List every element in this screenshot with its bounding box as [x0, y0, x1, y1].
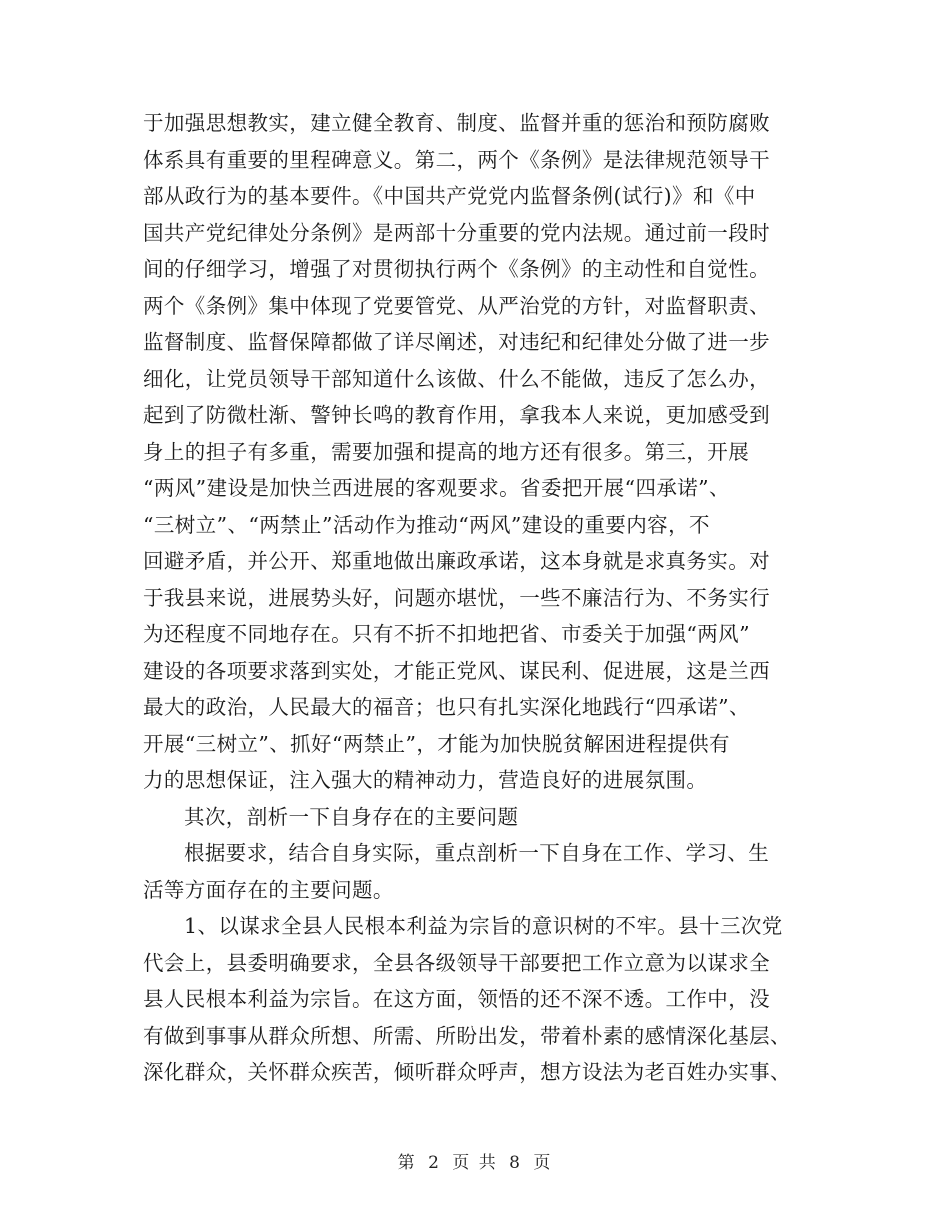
total-page-count: 8 — [509, 1153, 522, 1173]
text-line: 起到了防微杜渐、警钟长鸣的教育作用，拿我本人来说，更加感受到 — [143, 403, 770, 427]
text-line: 间的仔细学习，增强了对贯彻执行两个《条例》的主动性和自觉性。 — [143, 257, 770, 281]
text-line: 部从政行为的基本要件。《中国共产党党内监督条例(试行)》和《中 — [143, 184, 756, 208]
text-line: 代会上，县委明确要求，全县各级领导干部要把工作立意为以谋求全 — [143, 950, 770, 975]
text-line: 为还程度不同地存在。只有不折不扣地把省、市委关于加强“两风” — [143, 622, 750, 646]
text-line: 有做到事事从群众所想、所需、所盼出发，带着朴素的感情深化基层、 — [143, 1023, 791, 1048]
text-line: 体系具有重要的里程碑意义。第二，两个《条例》是法律规范领导干 — [143, 147, 770, 172]
current-page-number: 2 — [428, 1153, 441, 1173]
footer-middle: 页 共 — [452, 1153, 498, 1173]
footer-suffix: 页 — [533, 1153, 553, 1173]
text-line: 身上的担子有多重，需要加强和提高的地方还有很多。第三，开展 — [143, 439, 750, 464]
page-footer — [0, 1148, 950, 1173]
text-line: 力的思想保证，注入强大的精神动力，营造良好的进展氛围。 — [143, 768, 708, 792]
text-line: 深化群众，关怀群众疾苦，倾听群众呼声，想方设法为老百姓办实事、 — [143, 1060, 791, 1084]
text-line: 细化，让党员领导干部知道什么该做、什么不能做，违反了怎么办， — [143, 366, 770, 391]
text-line: 两个《条例》集中体现了党要管党、从严治党的方针，对监督职责、 — [143, 293, 770, 318]
text-line: 最大的政治，人民最大的福音；也只有扎实深化地践行“四承诺”、 — [143, 695, 750, 719]
text-line: 根据要求，结合自身实际，重点剖析一下自身在工作、学习、生 — [184, 841, 770, 865]
text-line: 1、以谋求全县人民根本利益为宗旨的意识树的不牢。县十三次党 — [184, 914, 783, 938]
text-line: 开展“三树立”、抓好“两禁止”，才能为加快脱贫解困进程提供有 — [143, 731, 730, 756]
text-line: 县人民根本利益为宗旨。在这方面，领悟的还不深不透。工作中，没 — [143, 987, 770, 1011]
text-line: “三树立”、“两禁止”活动作为推动“两风”建设的重要内容，不 — [143, 512, 710, 537]
text-line: 活等方面存在的主要问题。 — [143, 877, 394, 902]
text-line: 国共产党纪律处分条例》是两部十分重要的党内法规。通过前一段时 — [143, 220, 770, 245]
text-line: 于加强思想教实，建立健全教育、制度、监督并重的惩治和预防腐败 — [143, 111, 770, 135]
document-body — [143, 105, 803, 1091]
text-line: “两风”建设是加快兰西进展的客观要求。省委把开展“四承诺”、 — [143, 476, 730, 500]
section-heading: 其次，剖析一下自身存在的主要问题 — [184, 804, 519, 829]
footer-prefix: 第 — [397, 1153, 417, 1173]
text-line: 于我县来说，进展势头好，问题亦堪忧，一些不廉洁行为、不务实行 — [143, 585, 770, 610]
text-line: 回避矛盾，并公开、郑重地做出廉政承诺，这本身就是求真务实。对 — [143, 549, 770, 573]
text-line: 监督制度、监督保障都做了详尽阐述，对违纪和纪律处分做了进一步 — [143, 330, 770, 354]
text-line: 建设的各项要求落到实处，才能正党风、谋民利、促进展，这是兰西 — [143, 658, 770, 683]
